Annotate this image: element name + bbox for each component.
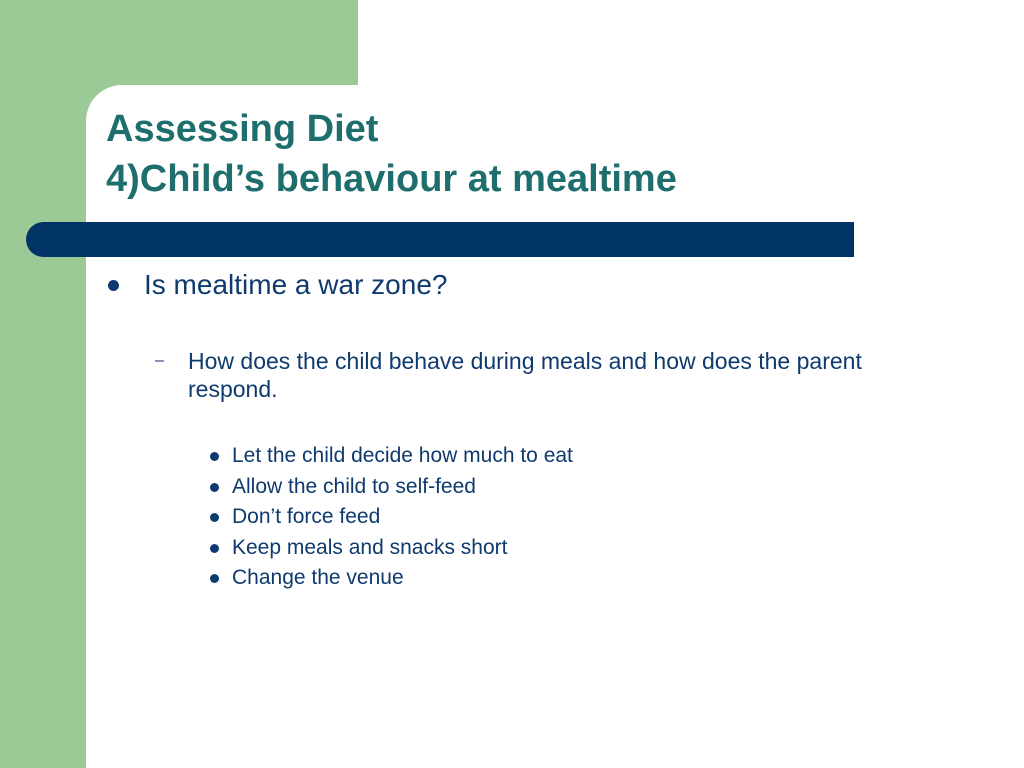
slide-title [106, 104, 677, 204]
list-item [208, 472, 573, 503]
list-item [208, 563, 573, 594]
list-item-text: Don’t force feed [232, 505, 381, 528]
list-item-text: Keep meals and snacks short [232, 535, 508, 559]
bullet-level-1-text: Is mealtime a war zone? [144, 269, 448, 300]
bullet-dot-icon [108, 280, 119, 291]
bullet-dot-icon [210, 544, 219, 553]
list-item [208, 533, 573, 564]
title-line-1: Assessing Diet [106, 108, 379, 150]
bullet-dot-icon [210, 452, 219, 461]
list-item [208, 502, 573, 533]
bullet-level-3-list [208, 441, 573, 594]
list-item-text: Let the child decide how much to eat [232, 444, 573, 467]
dash-marker: – [155, 352, 164, 369]
list-item [208, 441, 573, 472]
list-item-text: Allow the child to self-feed [232, 474, 476, 498]
bullet-level-2-text: How does the child behave during meals and how does the parent respond. [188, 348, 862, 402]
navy-divider-bar [26, 222, 854, 257]
bullet-dot-icon [210, 483, 219, 492]
bullet-dot-icon [210, 574, 219, 583]
bullet-dot-icon [210, 513, 219, 522]
list-item-text: Change the venue [232, 566, 404, 589]
title-line-2: 4)Child’s behaviour at mealtime [106, 158, 677, 200]
